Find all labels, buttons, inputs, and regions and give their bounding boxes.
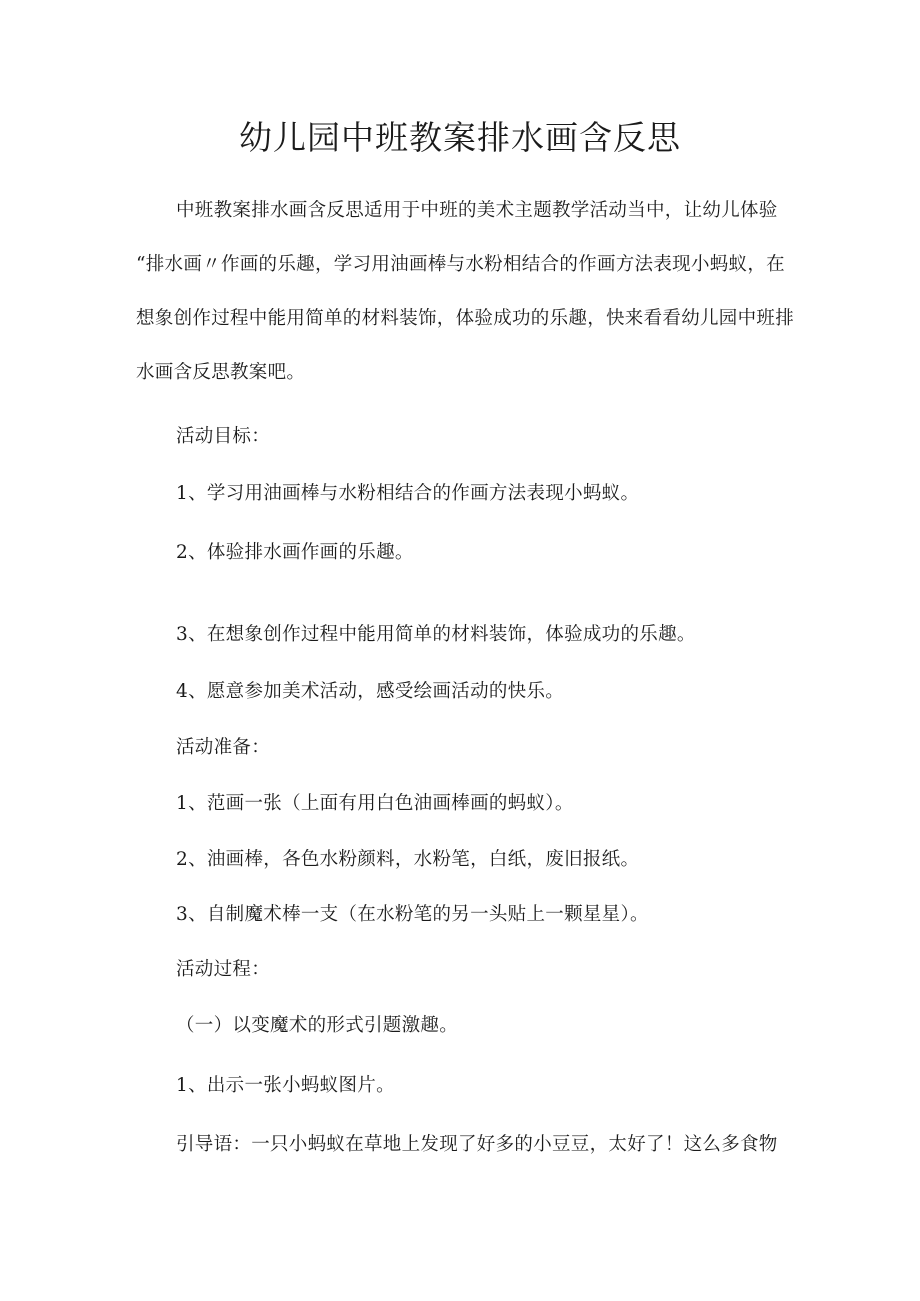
section-heading-goals: 活动目标： <box>176 426 271 447</box>
goal-item: 3、在想象创作过程中能用简单的材料装饰，体验成功的乐趣。 <box>176 624 696 645</box>
intro-line: “排水画〃作画的乐趣，学习用油画棒与水粉相结合的作画方法表现小蚂蚁，在 <box>136 254 785 275</box>
preparation-item: 2、油画棒，各色水粉颜料，水粉笔，白纸，废旧报纸。 <box>176 849 640 870</box>
section-heading-preparation: 活动准备： <box>176 737 271 758</box>
document-title: 幼儿园中班教案排水画含反思 <box>239 118 681 157</box>
intro-line: 水画含反思教案吧。 <box>136 362 306 383</box>
intro-line: 中班教案排水画含反思适用于中班的美术主题教学活动当中，让幼儿体验 <box>176 200 778 221</box>
process-step: 1、出示一张小蚂蚁图片。 <box>176 1075 395 1096</box>
goal-item: 4、愿意参加美术活动，感受绘画活动的快乐。 <box>176 681 565 702</box>
process-guidance: 引导语：一只小蚂蚁在草地上发现了好多的小豆豆，太好了！这么多食物 <box>176 1134 778 1155</box>
process-step: （一）以变魔术的形式引题激趣。 <box>176 1015 459 1036</box>
preparation-item: 1、范画一张（上面有用白色油画棒画的蚂蚁）。 <box>176 793 574 814</box>
preparation-item: 3、自制魔术棒一支（在水粉笔的另一头贴上一颗星星）。 <box>176 904 649 925</box>
intro-paragraph <box>136 192 795 392</box>
section-heading-process: 活动过程： <box>176 959 271 980</box>
goal-item: 2、体验排水画作画的乐趣。 <box>176 542 414 563</box>
goal-item: 1、学习用油画棒与水粉相结合的作画方法表现小蚂蚁。 <box>176 483 640 504</box>
intro-line: 想象创作过程中能用简单的材料装饰，体验成功的乐趣，快来看看幼儿园中班排 <box>136 308 795 329</box>
